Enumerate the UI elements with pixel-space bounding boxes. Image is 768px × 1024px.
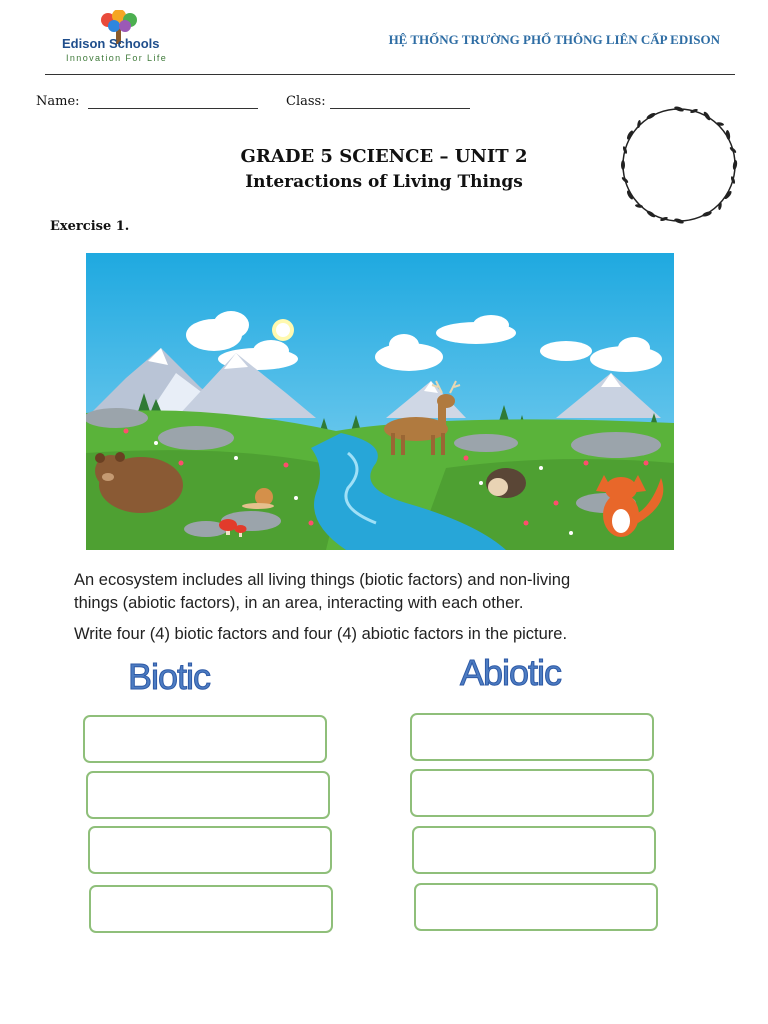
biotic-answer-box-3[interactable] — [88, 826, 332, 874]
laurel-wreath-icon — [604, 100, 754, 230]
worksheet-title: GRADE 5 SCIENCE – UNIT 2 — [240, 146, 528, 167]
biotic-answer-box-4[interactable] — [89, 885, 333, 933]
header-divider — [45, 74, 735, 75]
abiotic-answer-box-4[interactable] — [414, 883, 658, 931]
ecosystem-illustration — [86, 253, 674, 550]
abiotic-answer-box-1[interactable] — [410, 713, 654, 761]
instruction-line-2: things (abiotic factors), in an area, interacting with each other. — [74, 594, 524, 612]
abiotic-answer-box-2[interactable] — [410, 769, 654, 817]
instruction-line-1: An ecosystem includes all living things (biotic factors) and non-living — [74, 571, 571, 589]
class-label: Class: — [286, 94, 326, 109]
biotic-answer-box-1[interactable] — [83, 715, 327, 763]
biotic-answer-box-2[interactable] — [86, 771, 330, 819]
school-system-name: HỆ THỐNG TRƯỜNG PHỔ THÔNG LIÊN CẤP EDISON — [388, 32, 720, 47]
name-field[interactable] — [88, 108, 258, 109]
logo-tagline: Innovation For Life — [66, 53, 168, 63]
class-field[interactable] — [330, 108, 470, 109]
sun-icon — [272, 319, 294, 341]
name-label: Name: — [36, 94, 80, 109]
abiotic-answer-box-3[interactable] — [412, 826, 656, 874]
logo-wordmark: Edison Schools — [62, 36, 160, 51]
abiotic-heading: Abiotic — [460, 652, 562, 693]
exercise-label: Exercise 1. — [50, 219, 130, 234]
worksheet-subtitle: Interactions of Living Things — [245, 172, 523, 192]
biotic-heading: Biotic — [128, 656, 211, 697]
instruction-line-3: Write four (4) biotic factors and four (4) abiotic factors in the picture. — [74, 625, 568, 643]
hedgehog-icon — [486, 468, 526, 498]
